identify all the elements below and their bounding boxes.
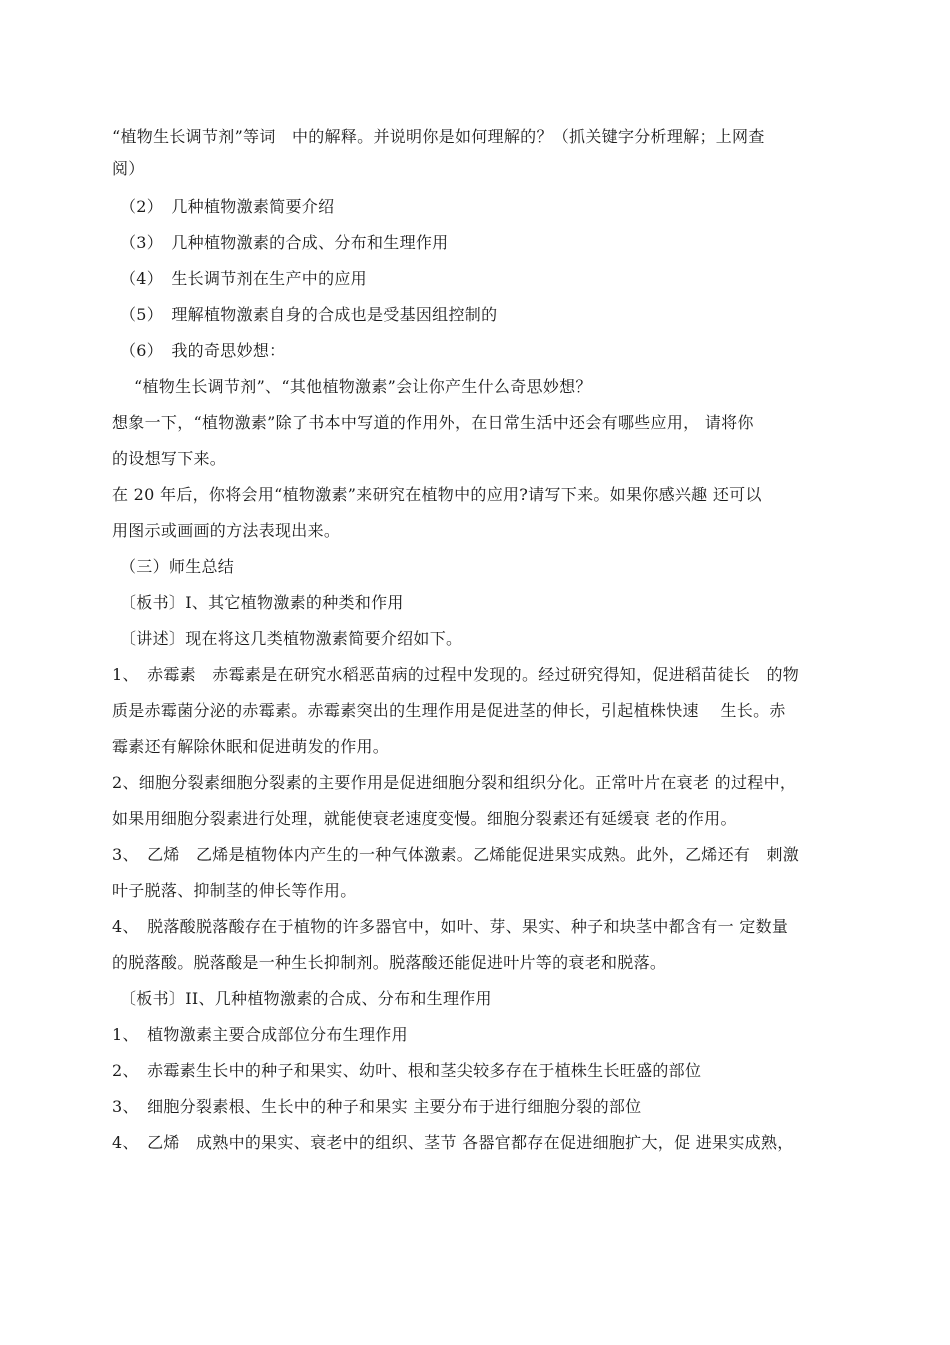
list-item: （6） 我的奇思妙想：	[120, 341, 286, 360]
text-line: 1、 赤霉素 赤霉素是在研究水稻恶苗病的过程中发现的。经过研究得知，促进稻苗徒长 的物	[112, 665, 800, 684]
list-item: （5） 理解植物激素自身的合成也是受基因组控制的	[120, 305, 498, 324]
text-line: 质是赤霉菌分泌的赤霉素。赤霉素突出的生理作用是促进茎的伸长，引起植株快速 生长。赤	[112, 701, 786, 720]
text-line: 在 20 年后，你将会用“植物激素”来研究在植物中的应用?请写下来。如果你感兴趣 还可以	[112, 485, 762, 504]
text-line: 的脱落酸。脱落酸是一种生长抑制剂。脱落酸还能促进叶片等的衰老和脱落。	[112, 953, 667, 972]
text-line: 1、 植物激素主要合成部位分布生理作用	[112, 1025, 408, 1044]
text-line: 2、 赤霉素生长中的种子和果实、幼叶、根和茎尖较多存在于植株生长旺盛的部位	[112, 1061, 702, 1080]
text-line: 3、 细胞分裂素根、生长中的种子和果实 主要分布于进行细胞分裂的部位	[112, 1097, 642, 1116]
text-line: “植物生长调节剂”、“其他植物激素”会让你产生什么奇思妙想？	[134, 377, 592, 396]
text-line: 〔讲述〕现在将这几类植物激素简要介绍如下。	[120, 629, 463, 648]
text-line: 想象一下，“植物激素”除了书本中写道的作用外，在日常生活中还会有哪些应用， 请将你	[112, 413, 754, 432]
text-line: “植物生长调节剂”等词 中的解释。并说明你是如何理解的？（抓关键字分析理解；上网查	[112, 127, 765, 146]
list-item: （2） 几种植物激素简要介绍	[120, 197, 335, 216]
text-line: 2、细胞分裂素细胞分裂素的主要作用是促进细胞分裂和组织分化。正常叶片在衰老 的过程中，	[112, 773, 797, 792]
text-line: 霉素还有解除休眠和促进萌发的作用。	[112, 737, 390, 756]
section-heading: （三）师生总结	[120, 557, 235, 576]
text-line: 4、 脱落酸脱落酸存在于植物的许多器官中，如叶、芽、果实、种子和块茎中都含有一 定数量	[112, 917, 789, 936]
text-line: 叶子脱落、抑制茎的伸长等作用。	[112, 881, 357, 900]
list-item: （4） 生长调节剂在生产中的应用	[120, 269, 367, 288]
text-line: 如果用细胞分裂素进行处理，就能使衰老速度变慢。细胞分裂素还有延缓衰 老的作用。	[112, 809, 737, 828]
text-line: 4、 乙烯 成熟中的果实、衰老中的组织、茎节 各器官都存在促进细胞扩大，促 进果实成熟，	[112, 1133, 794, 1152]
text-line: 3、 乙烯 乙烯是植物体内产生的一种气体激素。乙烯能促进果实成熟。此外，乙烯还有 刺激	[112, 845, 800, 864]
text-line: 〔板书〕I、其它植物激素的种类和作用	[120, 593, 404, 612]
list-item: （3） 几种植物激素的合成、分布和生理作用	[120, 233, 449, 252]
text-line: 用图示或画画的方法表现出来。	[112, 521, 341, 540]
text-line: 的设想写下来。	[112, 449, 227, 468]
text-line: 阅）	[112, 159, 145, 178]
text-line: 〔板书〕II、几种植物激素的合成、分布和生理作用	[120, 989, 492, 1008]
